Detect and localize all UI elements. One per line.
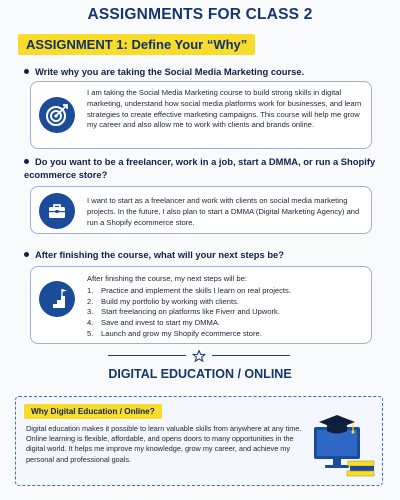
list-item: 3. Start freelancing on platforms like Fiverr and Upwork. <box>87 307 280 317</box>
list-item: 5. Launch and grow my Shopify ecommerce store. <box>87 328 262 338</box>
list-item: 1. Practice and implement the skills I learn on real projects. <box>87 285 291 295</box>
answer-card-1 <box>30 81 372 149</box>
answer-2-text: I want to start as a freelancer and work with clients on social media marketing projects. In the future, I also plan to start a DMMA (Digital Marketing Agency) and run a Shopify ecommerce store. <box>87 196 360 227</box>
answer-3-intro: After finishing the course, my next steps will be: <box>87 274 247 283</box>
box-text: Digital education makes it possible to learn valuable skills from anywhere at any time. Online learning is flexible, affordable, and opens doors to many opportunities in the digital world. It helps me improve my knowledge, grow my career, and achieve my personal and professional goals. <box>26 424 302 464</box>
stairs-flag-icon <box>39 281 75 317</box>
divider-left <box>108 355 186 356</box>
section-title: DIGITAL EDUCATION / ONLINE <box>108 367 292 381</box>
page-title: ASSIGNMENTS FOR CLASS 2 <box>87 6 313 23</box>
star-icon <box>192 349 206 361</box>
answer-1-text: I am taking the Social Media Marketing course to build strong skills in digital marketing, understand how social media platforms work for businesses, and learn strategies to create effective marketing campaigns. This course will help me grow my career and also allow me to work with clients and brands online. <box>87 88 362 130</box>
graduation-cap-monitor-books-icon <box>310 413 376 479</box>
answer-card-3 <box>30 266 372 344</box>
box-heading: Why Digital Education / Online? <box>24 404 162 419</box>
list-item: 2. Build my portfolio by working with clients. <box>87 296 240 306</box>
question-3-text: After finishing the course, what will your next steps be? <box>35 249 284 260</box>
assignment-banner: ASSIGNMENT 1: Define Your “Why” <box>18 34 255 55</box>
question-1-text: Write why you are taking the Social Media Marketing course. <box>35 66 305 77</box>
briefcase-icon <box>39 193 75 229</box>
bullet-icon <box>24 159 29 164</box>
question-2 <box>24 156 384 181</box>
question-3 <box>24 249 384 262</box>
question-1 <box>24 66 384 79</box>
answer-card-2 <box>30 186 372 234</box>
question-2-text: Do you want to be a freelancer, work in a job, start a DMMA, or run a Shopify ecommerce store? <box>24 156 376 180</box>
bullet-icon <box>24 252 29 257</box>
list-item: 4. Save and invest to start my DMMA. <box>87 318 221 328</box>
divider-right <box>212 355 290 356</box>
answer-3-text <box>87 274 363 340</box>
next-steps-list <box>87 286 363 340</box>
target-icon <box>39 97 75 133</box>
bullet-icon <box>24 69 29 74</box>
digital-education-box <box>15 396 383 486</box>
